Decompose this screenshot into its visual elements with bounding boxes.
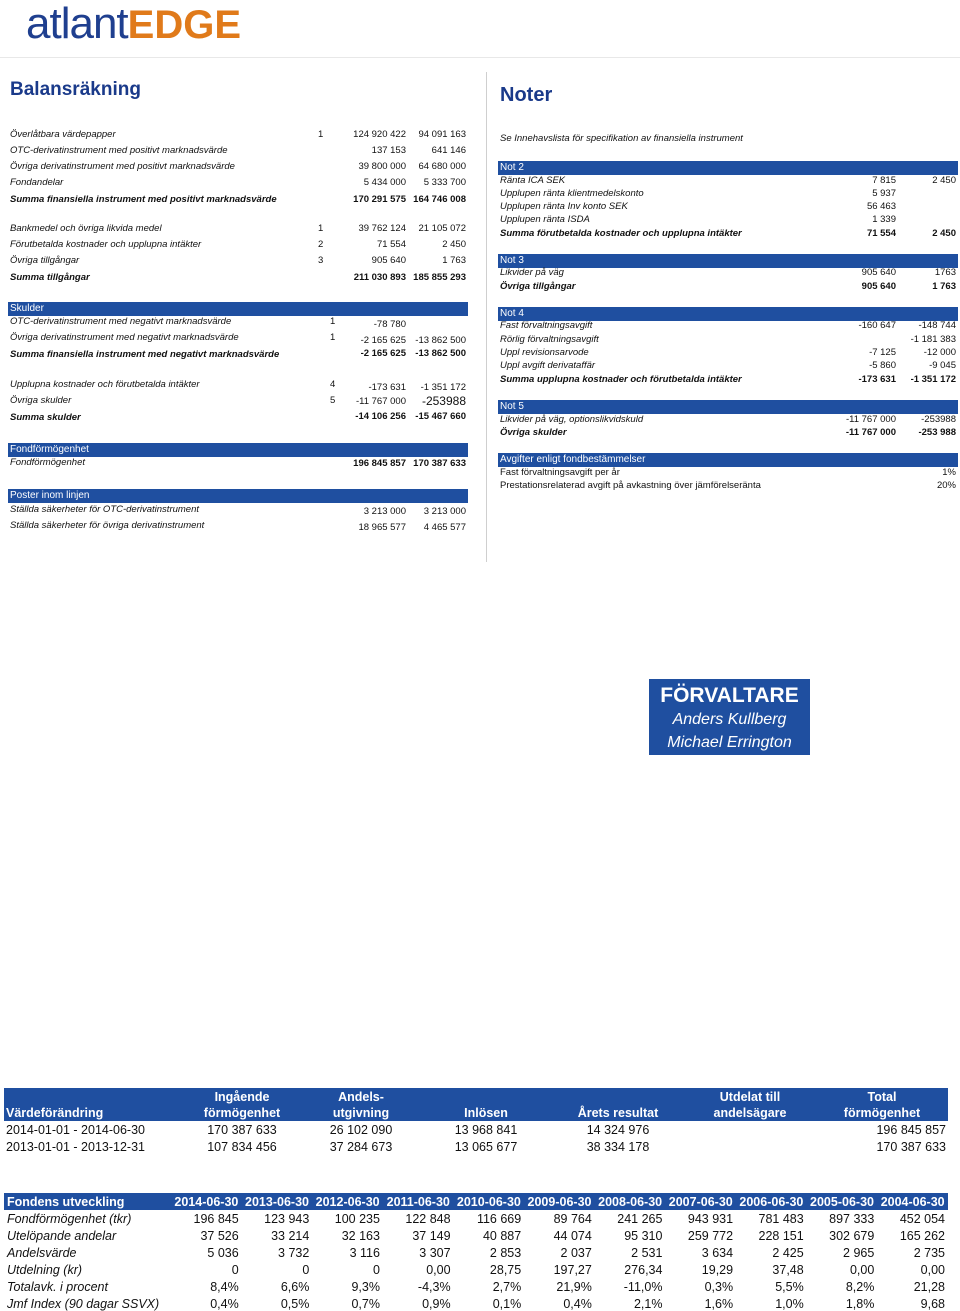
avgifter-label-1: Prestationsrelaterad avgift på avkastning över jämförelseränta <box>500 480 761 491</box>
fund-development-col-7: 2008-06-30 <box>598 1194 663 1209</box>
note-not5-v2-1: -253 988 <box>918 427 956 438</box>
debt-not-0: 1 <box>330 316 336 327</box>
fund-development-cell-5-9: 1,0% <box>775 1296 804 1311</box>
note-not2-label-3: Upplupen ränta ISDA <box>500 214 590 225</box>
value-change-col-5-line1: Utdelat till <box>719 1090 781 1104</box>
asset-v1-3: 5 434 000 <box>363 177 406 188</box>
debt-v1-4: -11 767 000 <box>355 396 406 407</box>
note-not4-v2-4: -1 351 172 <box>910 374 956 385</box>
fund-development-row-1 <box>4 1227 948 1244</box>
fund-development-cell-4-1: 8,4% <box>210 1279 239 1294</box>
debt-v1-3: -173 631 <box>368 382 406 393</box>
avgifter-v-1: 20% <box>936 480 956 491</box>
value-change-cell-1-6: 170 387 633 <box>876 1139 946 1154</box>
fund-development-col-5: 2010-06-30 <box>456 1194 521 1209</box>
value-change-col-6-line2: förmögenhet <box>843 1106 921 1120</box>
fund-label: Fondförmögenhet <box>10 457 85 468</box>
note-not2-header: Not 2 <box>498 161 958 175</box>
debt-v1-5: -14 106 256 <box>355 411 406 422</box>
fund-header: Fondförmögenhet <box>8 443 468 457</box>
fund-development-cell-5-0: Jmf Index (90 dagar SSVX) <box>7 1296 160 1311</box>
fund-development-cell-3-0: Utdelning (kr) <box>7 1262 83 1277</box>
fund-development-cell-4-9: 5,5% <box>775 1279 804 1294</box>
fund-development-cell-0-9: 781 483 <box>758 1211 804 1226</box>
fund-development-cell-1-10: 302 679 <box>829 1228 875 1243</box>
note-not4-v1-2: -7 125 <box>869 347 896 358</box>
not1-label: Not 1 <box>500 117 524 128</box>
debt-v1-0: -78 780 <box>373 319 406 330</box>
note-not5-v1-1: -11 767 000 <box>845 427 896 438</box>
debt-not-1: 1 <box>330 332 336 343</box>
note-not2-v1-3: 1 339 <box>872 214 896 225</box>
value-change-row-1 <box>4 1138 948 1155</box>
assets-header-not: Not <box>326 116 342 127</box>
note-not5-v1-0: -11 767 000 <box>845 414 896 425</box>
asset-v2-0: 94 091 163 <box>418 129 466 140</box>
fund-development-cell-0-0: Fondförmögenhet (tkr) <box>7 1211 132 1226</box>
fund-development-cell-2-10: 2 965 <box>843 1245 875 1260</box>
asset-v1-6: 71 554 <box>376 239 406 250</box>
note-not2-label-4: Summa förutbetalda kostnader och upplupna intäkter <box>500 228 742 239</box>
fund-development-cell-3-5: 28,75 <box>489 1262 522 1277</box>
manager-name-1: Michael Errington <box>667 734 792 751</box>
fund-development-cell-1-2: 33 214 <box>271 1228 310 1243</box>
value-change-col-1 <box>182 1088 302 1121</box>
value-change-col-1-line1: Ingående <box>214 1090 270 1104</box>
asset-v1-2: 39 800 000 <box>358 161 406 172</box>
fund-development-cell-3-1: 0 <box>231 1262 239 1277</box>
fund-development-cell-0-8: 943 931 <box>687 1211 734 1226</box>
logo-text-atlant: atlant <box>26 0 128 48</box>
fund-development-cell-2-1: 5 036 <box>207 1245 239 1260</box>
value-change-cell-0-1: 170 387 633 <box>207 1122 277 1137</box>
fund-development-cell-3-11: 0,00 <box>920 1262 945 1277</box>
debt-label-1: Övriga derivatinstrument med negativt marknadsvärde <box>10 332 239 343</box>
managers-box <box>649 679 810 755</box>
note-not5-label-1: Övriga skulder <box>500 427 567 438</box>
managers-title: FÖRVALTARE <box>660 684 799 707</box>
fund-development-row-0 <box>4 1210 948 1227</box>
value-change-cell-1-3: 13 065 677 <box>454 1139 518 1154</box>
note-not2-v1-1: 5 937 <box>872 188 896 199</box>
note-not2-v2-0: 2 450 <box>932 175 956 186</box>
poster-label-0: Ställda säkerheter för OTC-derivatinstrument <box>10 504 200 515</box>
fund-development-col-8: 2007-06-30 <box>668 1194 733 1209</box>
value-change-cell-0-2: 26 102 090 <box>329 1122 393 1137</box>
fund-development-cell-1-1: 37 526 <box>200 1228 239 1243</box>
poster-v2-0: 3 213 000 <box>423 506 466 517</box>
asset-label-3: Fondandelar <box>10 177 64 188</box>
note-not4-label-2: Uppl revisionsarvode <box>500 347 589 358</box>
fund-development-cell-0-7: 241 265 <box>617 1211 663 1226</box>
fund-development-cell-3-10: 0,00 <box>849 1262 875 1277</box>
fund-development-cell-4-4: -4,3% <box>417 1279 451 1294</box>
asset-v2-3: 5 333 700 <box>423 177 466 188</box>
debt-header: Skulder <box>8 302 468 316</box>
debt-v2-5: -15 467 660 <box>415 411 466 422</box>
asset-label-5: Bankmedel och övriga likvida medel <box>10 223 162 234</box>
asset-not-6: 2 <box>318 239 324 250</box>
debt-v1-1: -2 165 625 <box>360 335 406 346</box>
fund-development-cell-4-7: -11,0% <box>623 1279 663 1294</box>
note-not4-v1-0: -160 647 <box>858 320 896 331</box>
fund-development-cell-2-4: 3 307 <box>419 1245 451 1260</box>
fund-development-cell-0-6: 89 764 <box>553 1211 592 1226</box>
note-not4-v1-4: -173 631 <box>858 374 896 385</box>
poster-v1-1: 18 965 577 <box>358 522 406 533</box>
asset-label-6: Förutbetalda kostnader och upplupna intäkter <box>10 239 202 250</box>
column-divider <box>486 72 487 562</box>
note-not4-label-0: Fast förvaltningsavgift <box>500 320 593 331</box>
asset-label-0: Överlåtbara värdepapper <box>10 129 116 140</box>
fund-development-cell-1-8: 259 772 <box>687 1228 734 1243</box>
fund-development-cell-4-8: 0,3% <box>704 1279 734 1294</box>
poster-header: Poster inom linjen <box>8 489 468 503</box>
note-not4-label-1: Rörlig förvaltningsavgift <box>500 334 599 345</box>
debt-label-5: Summa skulder <box>10 412 81 423</box>
asset-v2-7: 1 763 <box>442 255 466 266</box>
fund-development-col-6: 2009-06-30 <box>527 1194 592 1209</box>
fund-development-cell-0-3: 100 235 <box>334 1211 380 1226</box>
asset-label-4: Summa finansiella instrument med positivt marknadsvärde <box>10 194 277 205</box>
fund-development-cell-1-3: 32 163 <box>341 1228 380 1243</box>
value-change-col-2 <box>302 1088 420 1121</box>
header-divider <box>0 57 960 58</box>
value-change-col-3 <box>420 1088 552 1121</box>
value-change-col-4 <box>552 1088 684 1121</box>
note-not2-label-2: Upplupen ränta Inv konto SEK <box>500 201 628 212</box>
asset-not-0: 1 <box>318 129 324 140</box>
debt-v2-4: -253988 <box>421 394 466 408</box>
logo-text-edge: EDGE <box>127 3 241 47</box>
debt-label-3: Upplupna kostnader och förutbetalda intäkter <box>10 379 200 390</box>
value-change-cell-1-2: 37 284 673 <box>329 1139 393 1154</box>
asset-not-7: 3 <box>318 255 324 266</box>
not1-text: Se Innehavslista för specifikation av finansiella instrument <box>500 133 743 144</box>
fund-development-cell-1-7: 95 310 <box>624 1228 663 1243</box>
asset-v1-5: 39 762 124 <box>358 223 406 234</box>
fund-development-cell-5-4: 0,9% <box>422 1296 451 1311</box>
fund-development-cell-3-9: 37,48 <box>772 1262 804 1277</box>
value-change-row-0 <box>4 1121 948 1138</box>
fund-development-col-9: 2006-06-30 <box>739 1194 804 1209</box>
value-change-col-5-line2: andelsägare <box>713 1106 787 1120</box>
fund-development-cell-0-10: 897 333 <box>829 1211 875 1226</box>
fund-development-col-4: 2011-06-30 <box>386 1194 450 1209</box>
debt-label-0: OTC-derivatinstrument med negativt marknadsvärde <box>10 316 232 327</box>
value-change-col-3-line2: Inlösen <box>464 1106 508 1120</box>
fund-development-cell-2-5: 2 853 <box>489 1245 522 1260</box>
poster-label-1: Ställda säkerheter för övriga derivatinstrument <box>10 520 205 531</box>
asset-v2-2: 64 680 000 <box>418 161 466 172</box>
note-not2-v1-4: 71 554 <box>866 228 896 239</box>
asset-v2-1: 641 146 <box>431 145 466 156</box>
value-change-col-2-line2: utgivning <box>332 1106 390 1120</box>
fund-development-cell-2-0: Andelsvärde <box>7 1245 77 1260</box>
note-not2-v2-4: 2 450 <box>932 228 956 239</box>
balance-title: Balansräkning <box>10 79 141 100</box>
fund-development-cell-0-11: 452 054 <box>899 1211 945 1226</box>
note-not4-label-4: Summa upplupna kostnader och förutbetalda intäkter <box>500 374 742 385</box>
asset-label-8: Summa tillgångar <box>10 272 90 283</box>
fund-development-cell-2-8: 3 634 <box>701 1245 734 1260</box>
debt-v2-1: -13 862 500 <box>415 335 466 346</box>
note-not4-v2-1: -1 181 383 <box>910 334 956 345</box>
fund-development-cell-0-1: 196 845 <box>193 1211 239 1226</box>
notes-title: Noter <box>500 84 553 106</box>
fund-development-cell-5-6: 0,4% <box>563 1296 592 1311</box>
fund-development-cell-5-10: 1,8% <box>845 1296 875 1311</box>
fund-development-cell-4-2: 6,6% <box>280 1279 310 1294</box>
value-change-cell-1-4: 38 334 178 <box>586 1139 650 1154</box>
fund-development-cell-2-3: 3 116 <box>349 1245 380 1260</box>
fund-development-cell-2-2: 3 732 <box>278 1245 310 1260</box>
note-not5-label-0: Likvider på väg, optionslikvidskuld <box>500 414 644 425</box>
value-change-col-0 <box>4 1088 182 1121</box>
value-change-table <box>4 1088 948 1155</box>
value-change-cell-0-3: 13 968 841 <box>454 1122 518 1137</box>
debt-label-4: Övriga skulder <box>10 395 72 406</box>
fund-development-cell-3-7: 276,34 <box>624 1262 663 1277</box>
note-not4-v1-3: -5 860 <box>869 360 896 371</box>
fund-v1: 196 845 857 <box>353 458 406 469</box>
fund-development-cell-2-6: 2 037 <box>560 1245 592 1260</box>
asset-v1-1: 137 153 <box>371 145 406 156</box>
fund-development-col-1: 2014-06-30 <box>174 1194 239 1209</box>
note-not3-v2-1: 1 763 <box>932 281 956 292</box>
asset-label-2: Övriga derivatinstrument med positivt marknadsvärde <box>10 161 235 172</box>
fund-development-cell-5-2: 0,5% <box>280 1296 310 1311</box>
fund-development-cell-0-2: 123 943 <box>264 1211 310 1226</box>
assets-header-label: Tillgångar <box>10 116 54 127</box>
asset-v1-7: 905 640 <box>371 255 406 266</box>
note-not2-v1-0: 7 815 <box>872 175 896 186</box>
fund-development-col-2: 2013-06-30 <box>245 1194 309 1209</box>
value-change-header <box>4 1088 948 1121</box>
fund-development-cell-3-8: 19,29 <box>701 1262 734 1277</box>
note-not3-label-0: Likvider på väg <box>500 267 564 278</box>
fund-development-row-5 <box>4 1295 948 1311</box>
fund-development-row-4 <box>4 1278 948 1295</box>
note-not2-label-1: Upplupen ränta klientmedelskonto <box>500 188 644 199</box>
note-not2-v1-2: 56 463 <box>866 201 896 212</box>
value-change-col-4-line2: Årets resultat <box>577 1106 659 1120</box>
asset-v1-0: 124 920 422 <box>353 129 406 140</box>
fund-v2: 170 387 633 <box>413 458 466 469</box>
not1-date2: 2013-12-31 <box>904 117 956 128</box>
note-not3-v2-0: 1763 <box>934 267 956 278</box>
value-change-cell-0-6: 196 845 857 <box>876 1122 946 1137</box>
atlant-edge-logo <box>26 2 241 47</box>
fund-development-cell-1-5: 40 887 <box>482 1228 522 1243</box>
debt-v2-2: -13 862 500 <box>415 348 466 359</box>
asset-v1-4: 170 291 575 <box>353 194 406 205</box>
avgifter-v-0: 1% <box>942 467 956 478</box>
fund-development-cell-4-10: 8,2% <box>845 1279 875 1294</box>
fund-development-cell-0-5: 116 669 <box>476 1211 522 1226</box>
fund-development-cell-5-7: 2,1% <box>633 1296 663 1311</box>
fund-development-cell-5-1: 0,4% <box>210 1296 239 1311</box>
note-not5-header: Not 5 <box>498 400 958 414</box>
asset-v2-5: 21 105 072 <box>418 223 466 234</box>
value-change-col-5 <box>684 1088 816 1121</box>
fund-development-row-3 <box>4 1261 948 1278</box>
avgifter-header: Avgifter enligt fondbestämmelser <box>498 453 958 467</box>
asset-v1-8: 211 030 893 <box>353 272 406 283</box>
fund-development-cell-5-11: 9,68 <box>920 1296 945 1311</box>
fund-development-cell-1-0: Utelöpande andelar <box>7 1228 117 1243</box>
poster-v1-0: 3 213 000 <box>363 506 406 517</box>
fund-development-col-11: 2004-06-30 <box>880 1194 945 1209</box>
asset-label-7: Övriga tillgångar <box>10 255 80 266</box>
note-not4-v2-2: -12 000 <box>923 347 956 358</box>
fund-development-col-0: Fondens utveckling <box>7 1194 125 1209</box>
debt-v2-3: -1 351 172 <box>420 382 466 393</box>
value-change-cell-1-1: 107 834 456 <box>207 1139 277 1154</box>
fund-development-cell-1-9: 228 151 <box>758 1228 804 1243</box>
debt-v1-2: -2 165 625 <box>360 348 406 359</box>
fund-development-cell-2-7: 2 531 <box>631 1245 663 1260</box>
fund-development-cell-1-6: 44 074 <box>553 1228 592 1243</box>
fund-development-row-2 <box>4 1244 948 1261</box>
debt-label-2: Summa finansiella instrument med negativt marknadsvärde <box>10 349 280 360</box>
note-not5-v2-0: -253988 <box>921 414 956 425</box>
fund-development-cell-5-3: 0,7% <box>351 1296 380 1311</box>
fund-development-col-3: 2012-06-30 <box>315 1194 380 1209</box>
fund-development-cell-2-11: 2 735 <box>913 1245 945 1260</box>
fund-development-table <box>4 1193 948 1311</box>
asset-v2-8: 185 855 293 <box>413 272 466 283</box>
value-change-cell-0-4: 14 324 976 <box>586 1122 650 1137</box>
fund-development-cell-4-0: Totalavk. i procent <box>7 1279 108 1294</box>
note-not3-label-1: Övriga tillgångar <box>500 281 576 292</box>
fund-development-cell-4-11: 21,28 <box>913 1279 945 1294</box>
value-change-col-1-line2: förmögenhet <box>203 1106 281 1120</box>
asset-v2-6: 2 450 <box>442 239 466 250</box>
note-not3-v1-0: 905 640 <box>861 267 896 278</box>
asset-not-5: 1 <box>318 223 324 234</box>
fund-development-col-10: 2005-06-30 <box>810 1194 874 1209</box>
fund-development-cell-5-8: 1,6% <box>704 1296 734 1311</box>
value-change-cell-0-0: 2014-01-01 - 2014-06-30 <box>6 1122 145 1137</box>
avgifter-label-0: Fast förvaltningsavgift per år <box>500 467 620 478</box>
value-change-cell-1-5 <box>684 1138 816 1155</box>
note-not4-v2-3: -9 045 <box>929 360 956 371</box>
asset-v2-4: 164 746 008 <box>413 194 466 205</box>
value-change-col-6-line1: Total <box>867 1090 897 1104</box>
note-not2-label-0: Ränta ICA SEK <box>500 175 566 186</box>
fund-development-cell-3-4: 0,00 <box>426 1262 451 1277</box>
fund-development-cell-0-4: 122 848 <box>405 1211 451 1226</box>
note-not4-v2-0: -148 744 <box>918 320 956 331</box>
note-not3-v1-1: 905 640 <box>861 281 896 292</box>
value-change-col-0-line2: Värdeförändring <box>6 1106 104 1120</box>
fund-development-header <box>4 1193 948 1210</box>
asset-label-1: OTC-derivatinstrument med positivt marknadsvärde <box>10 145 228 156</box>
fund-development-cell-3-6: 197,27 <box>553 1262 592 1277</box>
fund-development-cell-4-5: 2,7% <box>492 1279 522 1294</box>
fund-development-cell-4-6: 21,9% <box>556 1279 592 1294</box>
value-change-col-2-line1: Andels- <box>338 1090 384 1104</box>
manager-name-0: Anders Kullberg <box>672 711 787 728</box>
poster-v2-1: 4 465 577 <box>423 522 466 533</box>
fund-development-cell-1-11: 165 262 <box>899 1228 945 1243</box>
value-change-col-6 <box>816 1088 948 1121</box>
debt-not-3: 4 <box>330 379 336 390</box>
assets-header-date2: 2013-12-31 <box>416 116 468 127</box>
fund-development-cell-3-2: 0 <box>302 1262 310 1277</box>
note-not4-label-3: Uppl avgift derivataffär <box>500 360 596 371</box>
note-not3-header: Not 3 <box>498 254 958 268</box>
fund-development-cell-3-3: 0 <box>373 1262 380 1277</box>
fund-development-cell-4-3: 9,3% <box>351 1279 380 1294</box>
debt-not-4: 5 <box>330 395 336 406</box>
assets-header-date1: 2014-06-30 <box>356 116 408 127</box>
value-change-cell-1-0: 2013-01-01 - 2013-12-31 <box>6 1139 145 1154</box>
fund-development-cell-1-4: 37 149 <box>412 1228 451 1243</box>
not1-date1: 2014-06-30 <box>844 117 896 128</box>
note-not4-header: Not 4 <box>498 307 958 321</box>
value-change-cell-0-5 <box>684 1121 816 1138</box>
fund-development-cell-5-5: 0,1% <box>492 1296 522 1311</box>
fund-development-cell-2-9: 2 425 <box>772 1245 804 1260</box>
